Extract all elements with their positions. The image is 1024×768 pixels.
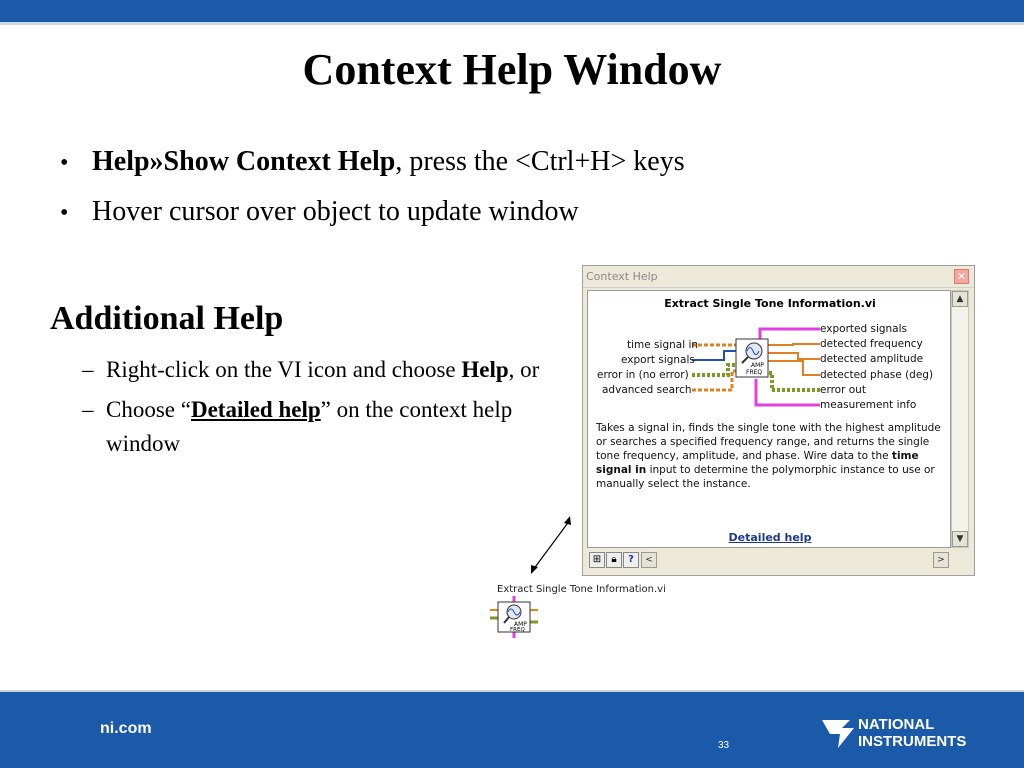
detailed-help-link[interactable] [588,531,952,544]
input-label: advanced search [602,384,692,396]
description-text: input to determine the polymorphic instance to use or manually select the instance. [596,464,935,490]
footer-banner [0,690,1024,768]
additional-help-list [82,353,562,467]
detailed-help-icon[interactable]: ? [623,552,639,568]
svg-text:AMP: AMP [514,621,527,628]
sub-text-post: , or [508,357,540,382]
sub-text-pre: Choose “ [106,397,191,422]
input-label: error in (no error) [597,369,689,381]
vi-name: Extract Single Tone Information.vi [664,297,876,310]
help-word: Help [461,357,509,382]
wire-detected-amplitude [768,353,820,359]
context-help-content [587,290,951,548]
output-label: exported signals [820,323,908,335]
output-label: detected phase (deg) [820,369,934,381]
bullet-rest: , press the <Ctrl+H> keys [395,146,685,177]
context-help-toolbar [587,550,969,570]
lock-icon[interactable]: 🔒︎ [606,552,622,568]
bullet-text: Hover cursor over object to update window [92,196,579,227]
description-emphasis: time signal in [596,450,919,476]
additional-help-heading: Additional Help [50,300,284,337]
description-text: Takes a signal in, finds the single tone with the highest amplitude or searches a specified frequency range, and returns the single tone frequency, amplitude, and phase. Wire data to the [596,422,941,462]
detailed-help-link-text[interactable]: Detailed help [728,531,812,544]
wire-detected-frequency [768,344,820,345]
sub-text [106,393,562,461]
bullet-dot: • [60,200,69,226]
icon-amp: AMP [751,362,764,369]
bullet-text [92,146,685,178]
icon-caption: Extract Single Tone Information.vi [497,584,666,595]
wire-export-signals [692,351,736,360]
bullet-item [60,146,960,196]
vertical-scrollbar[interactable] [951,290,969,548]
ni-logo [820,716,1000,756]
dash: – [82,357,94,382]
output-label: measurement info [820,399,917,411]
top-banner [0,0,1024,22]
bullet-list [60,146,960,246]
show-optional-terminals-icon[interactable]: ⊞ [589,552,605,568]
vi-description [596,421,941,491]
context-help-title: Context Help [586,270,658,283]
bullet-dot: • [60,150,69,176]
eagle-logo-icon [820,716,856,752]
top-banner-rule [0,22,1024,25]
output-label: detected frequency [820,338,923,350]
wire-exported-signals [760,329,820,339]
context-help-window [582,265,975,576]
double-arrow-icon [525,512,577,578]
scroll-right-icon[interactable]: > [933,552,949,568]
sub-text-post: ” on the context help window [106,397,513,456]
bullet-item [60,196,960,246]
sub-text [106,353,539,387]
scroll-left-icon[interactable]: < [641,552,657,568]
vi-icon[interactable] [490,596,538,638]
close-icon[interactable]: ✕ [954,269,969,284]
scroll-up-icon[interactable]: ▲ [952,291,968,307]
dash: – [82,397,94,422]
sub-text-pre: Right-click on the VI icon and choose [106,357,462,382]
logo-wordmark [858,716,966,750]
sub-item [82,353,562,387]
input-label: export signals [621,354,695,366]
icon-freq: FREQ [746,369,763,376]
detailed-help-text: Detailed help [190,397,321,422]
sub-item [82,393,562,461]
context-help-titlebar[interactable] [583,266,974,288]
output-label: error out [820,384,866,396]
wire-error-in [692,365,736,375]
site-url: ni.com [100,720,152,737]
input-label: time signal in [627,339,699,351]
svg-text:FREQ: FREQ [510,627,525,633]
wire-detected-phase [768,361,820,375]
page-number: 33 [718,740,730,751]
slide-title: Context Help Window [302,45,722,94]
menu-path: Help»Show Context Help [92,146,396,177]
magnifier-icon [746,343,762,359]
logo-line: NATIONAL [858,716,935,733]
logo-line: INSTRUMENTS [858,733,967,750]
scroll-down-icon[interactable]: ▼ [952,531,968,547]
output-label: detected amplitude [820,353,924,365]
